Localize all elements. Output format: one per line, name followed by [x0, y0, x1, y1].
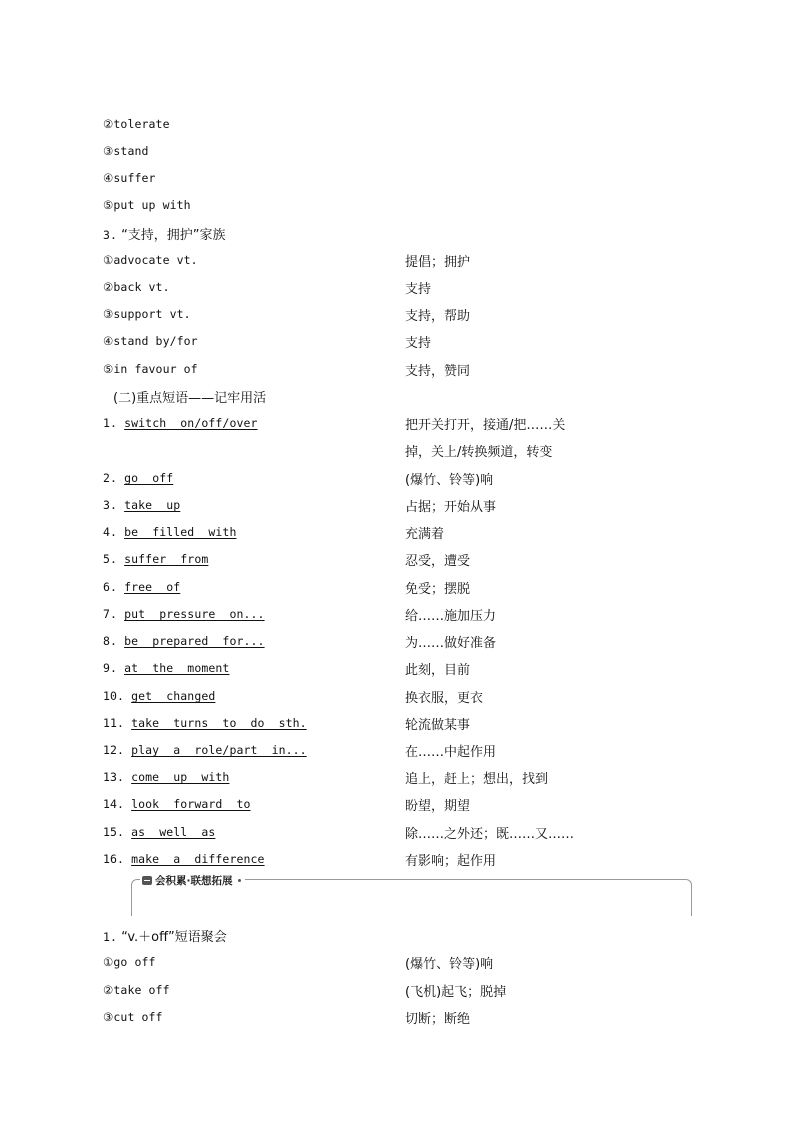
- phrase-meaning: 此刻，目前: [405, 663, 471, 678]
- phrase-answer: switch on/off/over: [124, 416, 258, 430]
- vocab-en: ③support vt.: [103, 307, 191, 321]
- phrase-answer: take up: [124, 498, 181, 512]
- vocab-cn: 支持，帮助: [405, 309, 471, 324]
- group-title-text: “支持，拥护”家族: [121, 228, 226, 243]
- phrase-number: 10.: [103, 689, 125, 703]
- list-item: ④suffer: [103, 171, 156, 185]
- group-title: [103, 926, 227, 946]
- phrase-number: 2.: [103, 471, 118, 485]
- list-item: ②tolerate: [103, 117, 170, 131]
- phrase-row: [103, 770, 229, 784]
- phrase-meaning: 有影响；起作用: [405, 854, 497, 869]
- phrase-row: [103, 471, 173, 485]
- vocab-cn: (飞机)起飞；脱掉: [405, 985, 507, 1000]
- phrase-row: [103, 498, 180, 512]
- dot-icon: [238, 879, 241, 882]
- phrase-row: [103, 852, 265, 866]
- phrase-answer: at the moment: [124, 661, 230, 675]
- phrase-row: [103, 580, 180, 594]
- vocab-en: ②back vt.: [103, 280, 170, 294]
- vocab-en: ③cut off: [103, 1010, 163, 1024]
- phrase-meaning: 占据；开始从事: [405, 500, 497, 515]
- group-title: [103, 224, 226, 244]
- phrase-meaning: 除……之外还；既……又……: [405, 827, 575, 842]
- phrase-answer: be prepared for...: [124, 634, 265, 648]
- note-icon: [142, 876, 152, 885]
- phrase-answer: look forward to: [131, 797, 251, 811]
- phrase-answer: come up with: [131, 770, 230, 784]
- phrase-meaning: 追上，赶上；想出，找到: [405, 772, 549, 787]
- phrase-meaning: 免受；摆脱: [405, 582, 471, 597]
- phrase-row: [103, 716, 307, 730]
- phrase-number: 7.: [103, 607, 118, 621]
- vocab-cn: 切断；断绝: [405, 1012, 471, 1027]
- list-item: ③stand: [103, 144, 149, 158]
- phrase-meaning: 在……中起作用: [405, 745, 497, 760]
- phrase-answer: take turns to do sth.: [131, 716, 307, 730]
- phrase-number: 13.: [103, 770, 125, 784]
- phrase-number: 14.: [103, 797, 125, 811]
- phrase-row: [103, 661, 229, 675]
- phrase-meaning: 为……做好准备: [405, 636, 497, 651]
- vocab-cn: 提倡；拥护: [405, 255, 471, 270]
- vocab-en: ①go off: [103, 955, 156, 969]
- phrase-number: 4.: [103, 525, 118, 539]
- vocab-cn: 支持: [405, 336, 432, 351]
- phrase-answer: go off: [124, 471, 174, 485]
- phrase-answer: get changed: [131, 689, 216, 703]
- phrase-meaning: 轮流做某事: [405, 718, 471, 733]
- group-number: 3.: [103, 228, 118, 242]
- phrase-row: [103, 525, 236, 539]
- phrase-answer: put pressure on...: [124, 607, 265, 621]
- phrase-answer: be filled with: [124, 525, 237, 539]
- phrase-number: 1.: [103, 416, 118, 430]
- phrase-answer: play a role/part in...: [131, 743, 307, 757]
- group-number: 1.: [103, 930, 118, 944]
- phrase-meaning: 忍受，遭受: [405, 554, 471, 569]
- vocab-en: ①advocate vt.: [103, 253, 198, 267]
- phrase-number: 5.: [103, 552, 118, 566]
- phrase-answer: make a difference: [131, 852, 265, 866]
- section-heading: (二)重点短语——记牢用活: [113, 391, 267, 406]
- vocab-cn: 支持: [405, 282, 432, 297]
- phrase-answer: as well as: [131, 825, 216, 839]
- vocab-en: ④stand by/for: [103, 334, 198, 348]
- phrase-row: [103, 797, 251, 811]
- phrase-number: 11.: [103, 716, 125, 730]
- phrase-meaning: 把开关打开，接通/把……关: [405, 418, 566, 433]
- phrase-number: 8.: [103, 634, 118, 648]
- phrase-row: [103, 689, 215, 703]
- phrase-answer: free of: [124, 580, 181, 594]
- phrase-number: 12.: [103, 743, 125, 757]
- vocab-en: ②take off: [103, 983, 170, 997]
- phrase-meaning: (爆竹、铃等)响: [405, 473, 494, 488]
- phrase-meaning: 换衣服，更衣: [405, 691, 484, 706]
- group-title-text: “v.＋off”短语聚会: [121, 930, 227, 945]
- phrase-row: [103, 552, 208, 566]
- expansion-box-label: [140, 873, 245, 888]
- phrase-row: [103, 825, 215, 839]
- phrase-row: [103, 634, 265, 648]
- list-item: ⑤put up with: [103, 198, 191, 212]
- phrase-number: 6.: [103, 580, 118, 594]
- phrase-row: [103, 743, 307, 757]
- vocab-cn: 支持，赞同: [405, 364, 471, 379]
- phrase-answer: suffer from: [124, 552, 209, 566]
- vocab-en: ⑤in favour of: [103, 362, 198, 376]
- phrase-number: 15.: [103, 825, 125, 839]
- phrase-meaning: 给……施加压力: [405, 609, 497, 624]
- phrase-row: [103, 607, 265, 621]
- phrase-meaning-cont: 掉，关上/转换频道，转变: [405, 445, 553, 460]
- phrase-number: 9.: [103, 661, 118, 675]
- vocab-cn: (爆竹、铃等)响: [405, 957, 494, 972]
- phrase-number: 3.: [103, 498, 118, 512]
- expansion-box-title: 会积累·联想拓展: [155, 875, 233, 887]
- phrase-meaning: 盼望，期望: [405, 799, 471, 814]
- phrase-row: [103, 416, 258, 430]
- phrase-meaning: 充满着: [405, 527, 445, 542]
- phrase-number: 16.: [103, 852, 125, 866]
